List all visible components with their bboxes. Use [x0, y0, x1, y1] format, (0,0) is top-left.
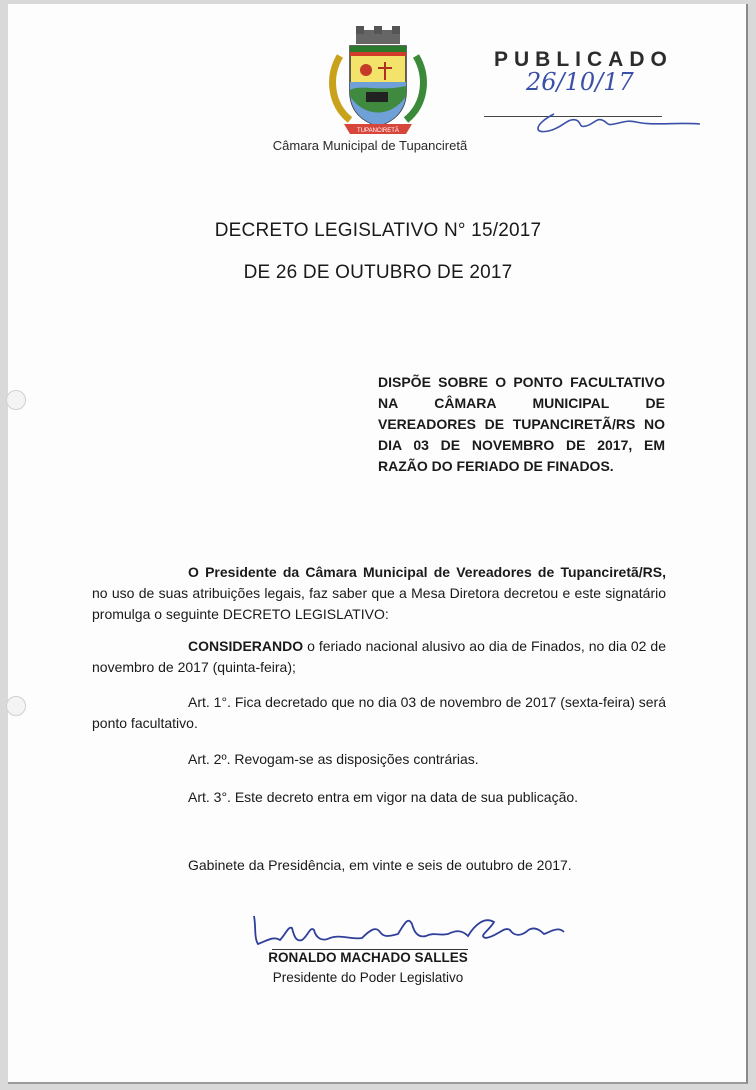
stamp-label: PUBLICADO — [494, 48, 673, 71]
published-stamp — [480, 46, 710, 136]
closing-paragraph — [92, 855, 666, 876]
article-1 — [92, 692, 666, 734]
considerando-rest: o feriado nacional alusivo ao dia de Finados, no dia 02 de novembro de 2017 (quinta-feira); — [92, 638, 666, 675]
article-3 — [92, 787, 666, 808]
article-2-text: Art. 2º. Revogam-se as disposições contrárias. — [188, 751, 479, 767]
decree-date: DE 26 DE OUTUBRO DE 2017 — [243, 262, 513, 283]
handwritten-signature-icon — [248, 906, 568, 954]
closing-text: Gabinete da Presidência, em vinte e seis de outubro de 2017. — [188, 857, 572, 873]
signer-role: Presidente do Poder Legislativo — [272, 970, 464, 985]
article-2 — [92, 749, 666, 770]
decree-summary: DISPÕE SOBRE O PONTO FACULTATIVO NA CÂMARA MUNICIPAL DE VEREADORES DE TUPANCIRETÃ/RS NO DIA 03 DE NOVEMBRO DE 2017, EM RAZÃO DO FERIADO DE FINADOS. — [378, 374, 665, 474]
article-1-text: Art. 1°. Fica decretado que no dia 03 de novembro de 2017 (sexta-feira) será ponto facultativo. — [92, 694, 666, 731]
considerando-paragraph — [92, 636, 666, 678]
signer-name: RONALDO MACHADO SALLES — [268, 950, 468, 965]
preamble-strong: O Presidente da Câmara Municipal de Vereadores de Tupanciretã/RS, — [188, 564, 666, 580]
stamp-initials-icon — [524, 96, 704, 136]
preamble-paragraph — [92, 562, 666, 625]
crest-banner-text: TUPANCIRETÃ — [357, 128, 399, 134]
considerando-strong: CONSIDERANDO — [188, 638, 304, 654]
stamp-date: 26/10/17 — [526, 68, 634, 96]
decree-title: DECRETO LEGISLATIVO N° 15/2017 — [214, 220, 542, 241]
punch-hole — [6, 696, 26, 716]
punch-hole — [6, 390, 26, 410]
preamble-rest: no uso de suas atribuições legais, faz saber que a Mesa Diretora decretou e este signatário promulga o seguinte DECRETO LEGISLATIVO: — [92, 585, 666, 622]
article-3-text: Art. 3°. Este decreto entra em vigor na data de sua publicação. — [188, 789, 579, 805]
municipal-crest-icon — [322, 26, 434, 138]
chamber-name: Câmara Municipal de Tupanciretã — [272, 138, 468, 153]
